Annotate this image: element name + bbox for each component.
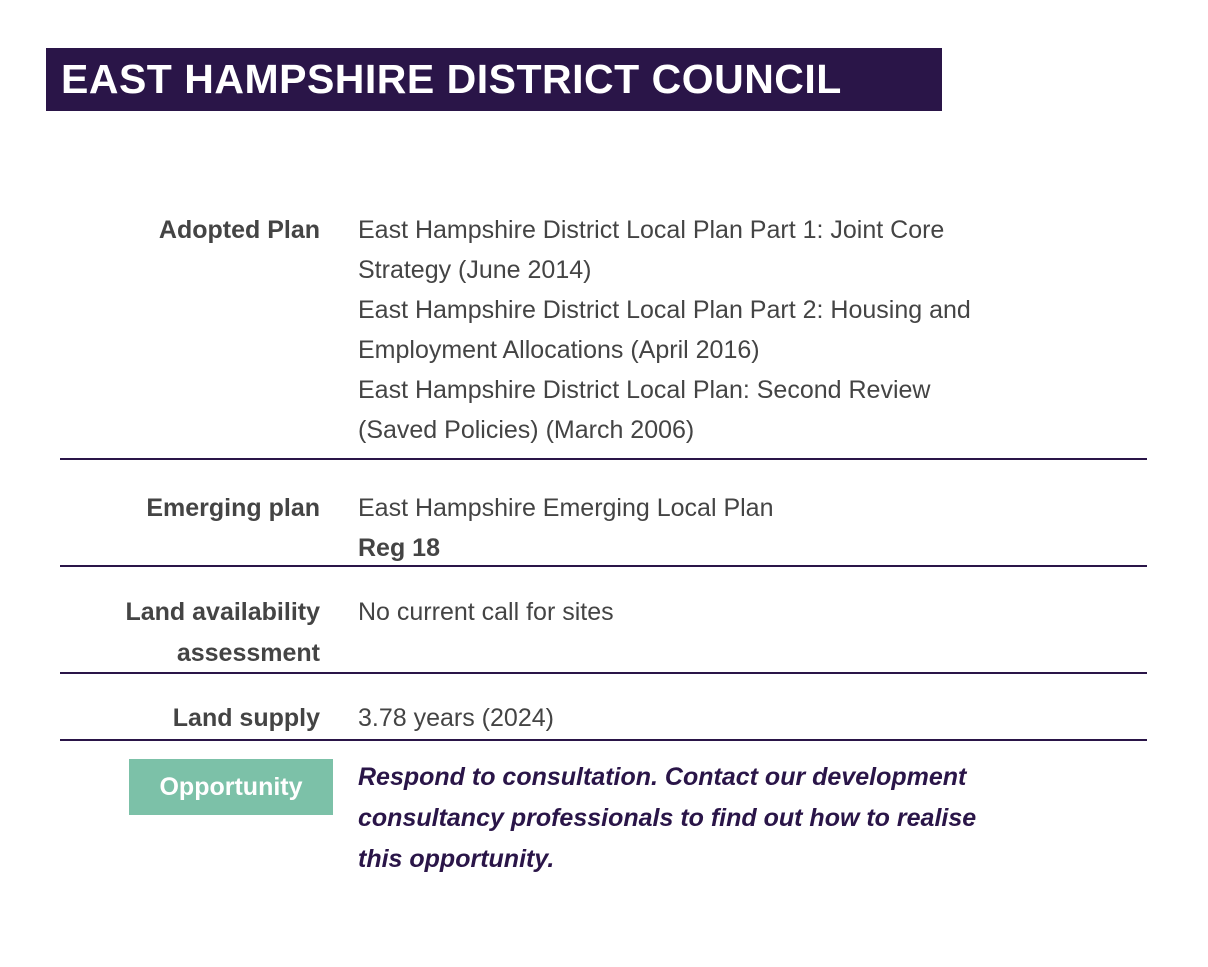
emerging-plan-label: Emerging plan — [146, 494, 320, 522]
land-availability-row — [60, 567, 1147, 674]
land-supply-row — [60, 674, 1147, 741]
adopted-plan-line: East Hampshire District Local Plan: Second Review — [358, 376, 931, 404]
page-title: EAST HAMPSHIRE DISTRICT COUNCIL — [61, 56, 842, 102]
opportunity-line: consultancy professionals to find out how to realise — [358, 804, 977, 832]
emerging-plan-row — [60, 460, 1147, 567]
adopted-plan-line: East Hampshire District Local Plan Part 1: Joint Core — [358, 216, 945, 244]
plan-summary-table — [60, 210, 1147, 880]
land-availability-value: No current call for sites — [358, 598, 614, 626]
title-banner — [46, 48, 942, 111]
land-availability-label-line1: Land availability — [125, 598, 320, 626]
adopted-plan-row — [60, 210, 1147, 460]
emerging-plan-value — [358, 488, 1147, 565]
adopted-plan-line: Strategy (June 2014) — [358, 256, 592, 284]
adopted-plan-line: Employment Allocations (April 2016) — [358, 336, 760, 364]
opportunity-row — [60, 741, 1147, 880]
land-supply-label: Land supply — [172, 704, 320, 732]
opportunity-text — [358, 757, 1147, 880]
emerging-plan-name: East Hampshire Emerging Local Plan — [358, 494, 774, 522]
opportunity-line: Respond to consultation. Contact our development — [358, 763, 967, 791]
adopted-plan-label: Adopted Plan — [158, 216, 320, 244]
emerging-plan-stage: Reg 18 — [358, 534, 440, 562]
opportunity-line: this opportunity. — [358, 845, 555, 873]
land-availability-label — [60, 592, 320, 672]
adopted-plan-line: East Hampshire District Local Plan Part 2: Housing and — [358, 296, 971, 324]
opportunity-badge: Opportunity — [129, 759, 333, 815]
adopted-plan-line: (Saved Policies) (March 2006) — [358, 416, 695, 444]
opportunity-label-cell — [60, 757, 333, 880]
land-availability-label-line2: assessment — [176, 639, 320, 667]
land-supply-value: 3.78 years (2024) — [358, 704, 554, 732]
adopted-plan-value — [358, 210, 1147, 458]
